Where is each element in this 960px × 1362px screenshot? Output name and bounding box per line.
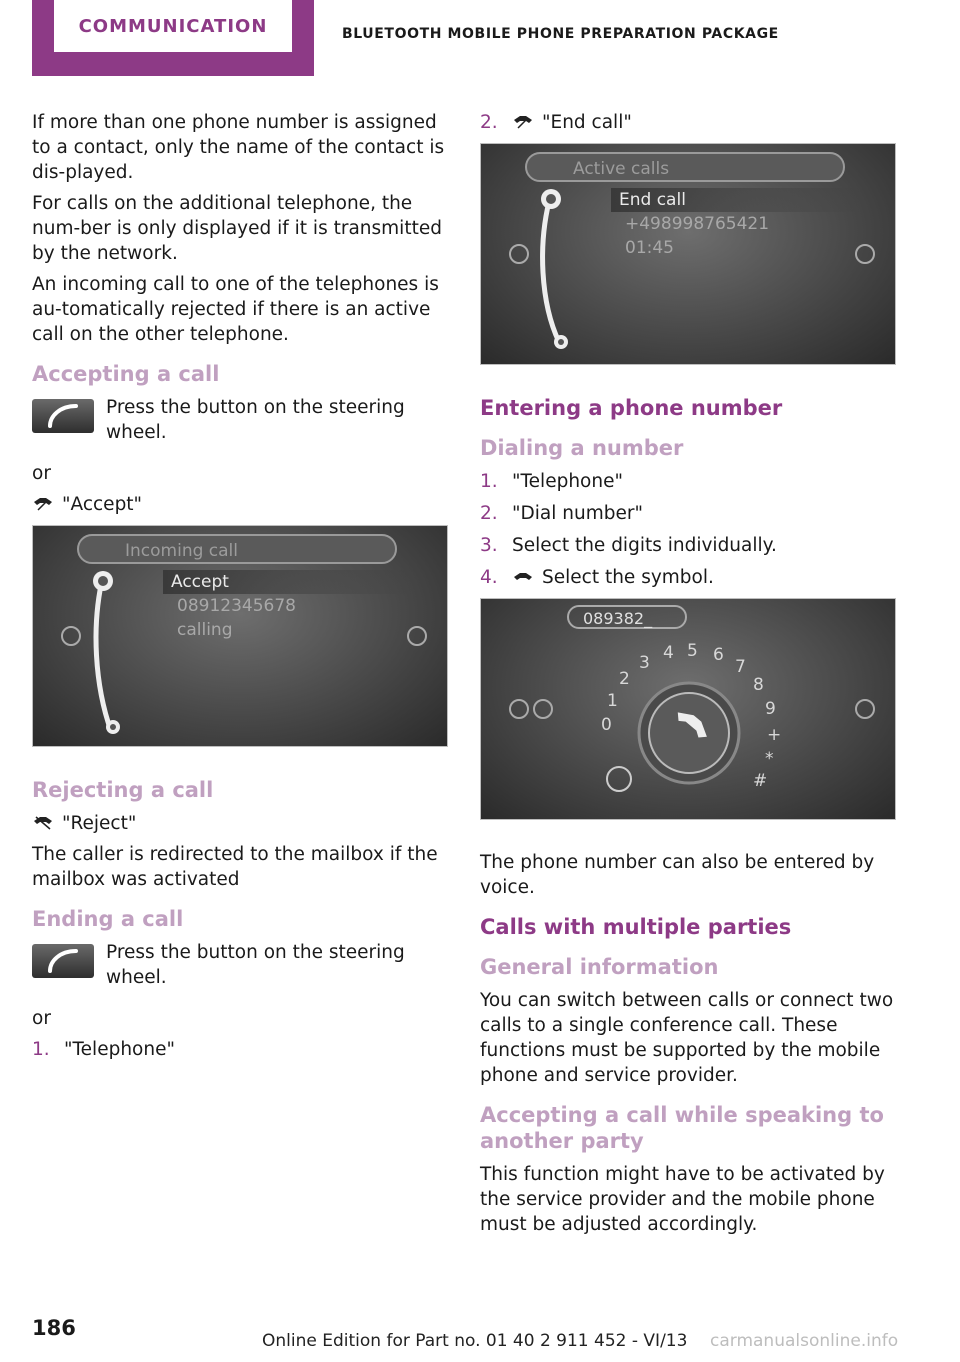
list-text: "Telephone" [512, 471, 623, 492]
list-item [32, 1037, 448, 1062]
general-information-paragraph: You can switch between calls or connect two calls to a single conference call. These functions must be supported by the mobile phone and service provider. [480, 990, 894, 1086]
left-column [32, 110, 448, 1069]
dial-digit: 1 [607, 691, 618, 711]
heading-general-information: General information [480, 955, 719, 979]
right-column [480, 110, 896, 1243]
controller-arc-icon [481, 144, 895, 364]
screen-line: 08912345678 [177, 596, 296, 616]
reject-paragraph: The caller is redirected to the mailbox if the mailbox was activated [32, 844, 438, 890]
list-item [480, 501, 896, 526]
or-text: or [32, 463, 51, 484]
or-text: or [32, 1008, 51, 1029]
incoming-call-screen [32, 525, 448, 747]
screen-line: +498998765421 [625, 214, 770, 234]
accepting-while-speaking-paragraph: This function might have to be activated by the service provider and the mobile phone must be adjusted accordingly. [480, 1164, 885, 1235]
section-tab [32, 0, 314, 76]
heading-dialing-number: Dialing a number [480, 436, 684, 460]
accept-phone-icon [32, 496, 54, 512]
list-text: "Dial number" [512, 503, 643, 524]
dial-digit: 2 [619, 669, 630, 689]
steering-wheel-phone-button-icon [32, 399, 94, 433]
list-number: 2. [480, 112, 498, 133]
dial-digit: 6 [713, 645, 724, 665]
screen-line: 01:45 [625, 238, 674, 258]
reject-menu-line [32, 811, 448, 836]
list-text: Select the symbol. [542, 567, 714, 588]
active-calls-screen [480, 143, 896, 365]
list-text: "Telephone" [64, 1039, 175, 1060]
controller-arc-icon [33, 526, 447, 746]
dial-digit: + [767, 725, 782, 745]
heading-rejecting-call: Rejecting a call [32, 778, 214, 802]
accept-menu-line [32, 492, 448, 517]
list-text: Select the digits individually. [512, 535, 777, 556]
heading-accepting-while-speaking: Accepting a call while speaking to another party [480, 1103, 884, 1153]
chapter-title: BLUETOOTH MOBILE PHONE PREPARATION PACKAGE [342, 26, 779, 42]
list-text: "End call" [542, 112, 632, 133]
dial-digit: 9 [765, 699, 776, 719]
reject-menu-label: "Reject" [62, 813, 137, 834]
dial-phone-icon [512, 569, 534, 585]
intro-paragraph: If more than one phone number is assigned to a contact, only the name of the contact is dis-played. [32, 112, 445, 183]
dial-digit: 3 [639, 653, 650, 673]
intro-paragraph: An incoming call to one of the telephones is au-tomatically rejected if there is an active call on the other telephone. [32, 274, 439, 345]
list-item [480, 469, 896, 494]
heading-ending-call: Ending a call [32, 907, 184, 931]
screen-highlight: End call [611, 188, 861, 212]
screen-title-bar: Incoming call [77, 534, 397, 564]
list-number: 4. [480, 567, 498, 588]
reject-phone-icon [32, 815, 54, 831]
screen-line: calling [177, 620, 233, 640]
dial-digit: 4 [663, 643, 674, 663]
steering-wheel-phone-button-icon [32, 944, 94, 978]
dial-ring-icon [481, 599, 895, 819]
list-number: 3. [480, 535, 498, 556]
dial-digit: 5 [687, 641, 698, 661]
section-label: COMMUNICATION [54, 0, 292, 52]
end-call-phone-icon [512, 114, 534, 130]
steering-instruction [32, 940, 448, 990]
list-number: 1. [480, 471, 498, 492]
intro-paragraph: For calls on the additional telephone, the num-ber is only displayed if it is transmitted by the network. [32, 193, 442, 264]
dial-number-screen [480, 598, 896, 820]
heading-accepting-call: Accepting a call [32, 362, 220, 386]
screen-title-bar: Active calls [525, 152, 845, 182]
list-number: 1. [32, 1039, 50, 1060]
dial-digit: 7 [735, 657, 746, 677]
screen-highlight: Accept [163, 570, 413, 594]
heading-entering-number: Entering a phone number [480, 396, 783, 420]
list-item [480, 110, 896, 135]
dialed-number-display: 089382_ [567, 605, 687, 629]
page-number: 186 [32, 1316, 76, 1340]
dial-digit: 8 [753, 675, 764, 695]
dial-digit: # [753, 771, 768, 791]
edition-note: Online Edition for Part no. 01 40 2 911 452 - VI/13 [262, 1331, 688, 1351]
steering-instruction-text: Press the button on the steering wheel. [106, 942, 405, 988]
list-item [480, 533, 896, 558]
steering-instruction-text: Press the button on the steering wheel. [106, 397, 405, 443]
accept-menu-label: "Accept" [62, 494, 143, 515]
heading-multiple-parties: Calls with multiple parties [480, 915, 792, 939]
steering-instruction [32, 395, 448, 445]
list-number: 2. [480, 503, 498, 524]
dial-digit: 0 [601, 715, 612, 735]
voice-paragraph: The phone number can also be entered by voice. [480, 852, 875, 898]
dial-digit: * [765, 749, 774, 769]
watermark: carmanualsonline.info [710, 1331, 899, 1351]
list-item [480, 565, 896, 590]
